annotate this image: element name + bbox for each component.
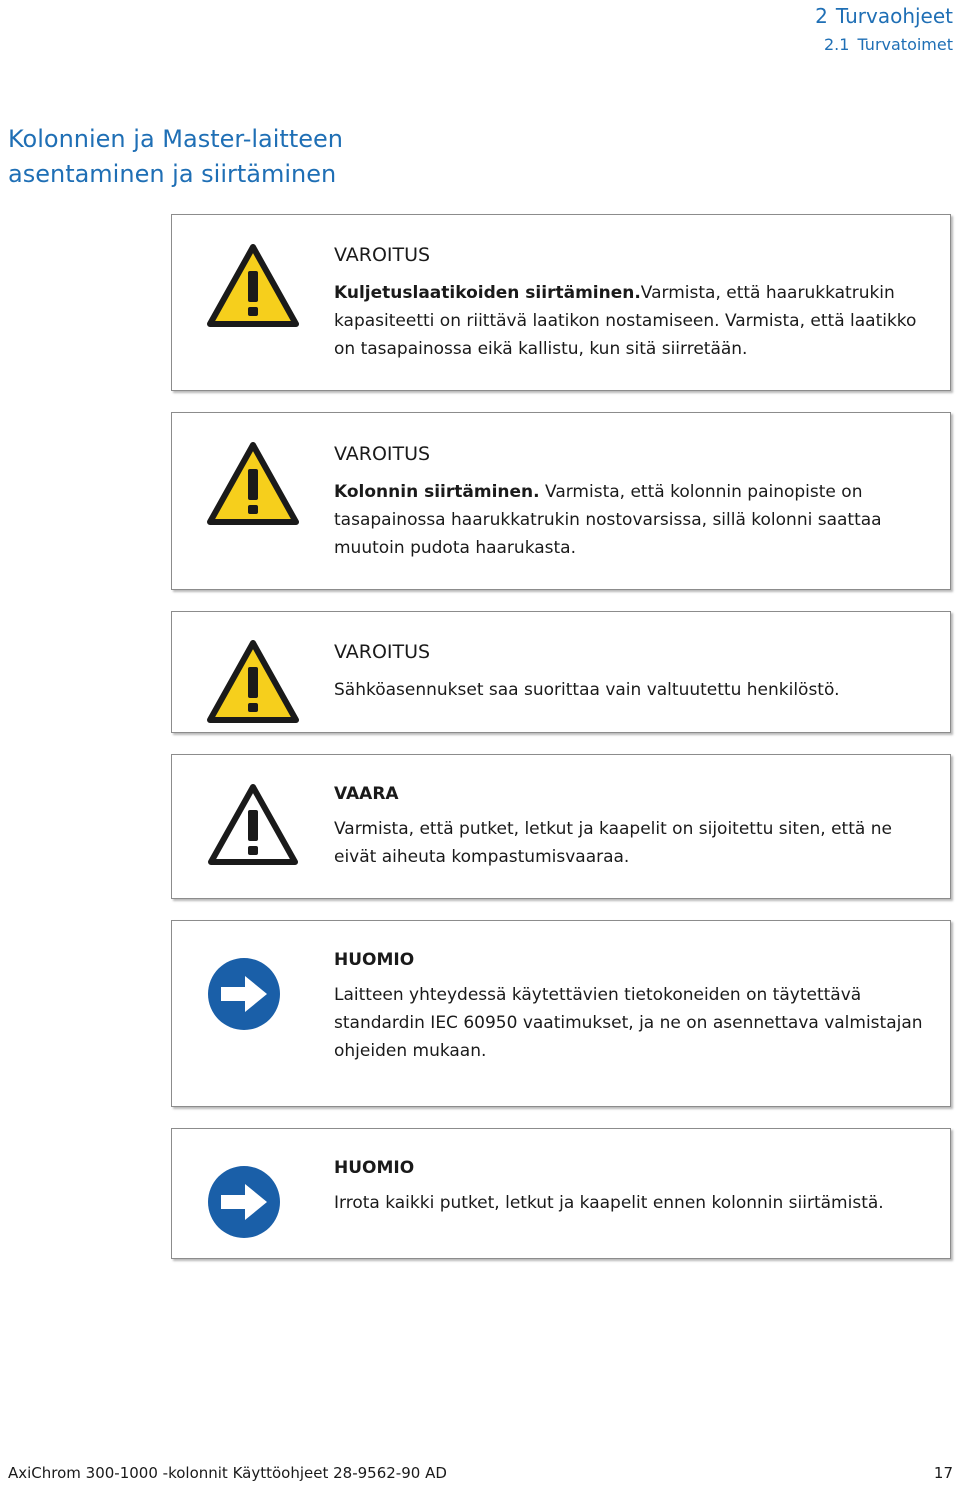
warning-notice-electrical [171, 611, 951, 733]
notice-label: VAROITUS [334, 641, 431, 663]
notice-label: VAROITUS [334, 443, 431, 465]
warning-notice-column-moving [171, 412, 951, 590]
notice-body: Varmista, että haarukkatrukin kapasiteetti on riittävä laatikon nostamiseen. Varmista, että laatikko on tasapainossa eikä kallistu, kun sitä siirretään. [334, 283, 917, 359]
danger-notice-tripping [171, 754, 951, 899]
notice-label: HUOMIO [334, 1158, 415, 1178]
section-number: 2.1 [824, 35, 850, 54]
page-number: 17 [933, 1464, 953, 1482]
notice-text [334, 279, 930, 363]
notice-body: Varmista, että kolonnin painopiste on tasapainossa haarukkatrukin nostovarsissa, sillä kolonni saattaa muutoin pudota haarukasta. [334, 482, 882, 558]
warning-notice-transport-boxes [171, 214, 951, 391]
chapter-number: 2 [815, 4, 828, 28]
danger-triangle-icon [207, 783, 299, 867]
warning-triangle-icon [207, 244, 299, 328]
arrow-right-circle-icon [207, 957, 281, 1031]
section-title: Turvatoimet [857, 35, 953, 54]
notice-lead: Kuljetuslaatikoiden siirtäminen. [334, 283, 641, 303]
notice-body: Varmista, että putket, letkut ja kaapelit on sijoitettu siten, että ne eivät aiheuta kompastumisvaaraa. [334, 819, 892, 867]
notice-label: VAROITUS [334, 244, 431, 266]
warning-triangle-icon [207, 640, 299, 724]
notice-text [334, 478, 930, 562]
notice-body: Laitteen yhteydessä käytettävien tietokoneiden on täytettävä standardin IEC 60950 vaatimukset, ja ne on asennettava valmistajan ohjeiden mukaan. [334, 985, 923, 1061]
caution-notice-computers [171, 920, 951, 1107]
chapter-title: Turvaohjeet [835, 4, 953, 28]
notice-label: HUOMIO [334, 950, 415, 970]
notice-body: Sähköasennukset saa suorittaa vain valtuutettu henkilöstö. [334, 680, 840, 700]
notice-lead: Kolonnin siirtäminen. [334, 482, 540, 502]
arrow-right-circle-icon [207, 1165, 281, 1239]
running-header [815, 2, 953, 58]
warning-triangle-icon [207, 442, 299, 526]
caution-notice-disconnect [171, 1128, 951, 1259]
section-heading [815, 32, 953, 58]
page-title: Kolonnien ja Master-laitteen asentaminen ja siirtäminen [8, 125, 343, 188]
chapter-heading [815, 2, 953, 30]
notice-body: Irrota kaikki putket, letkut ja kaapelit ennen kolonnin siirtämistä. [334, 1193, 884, 1213]
footer-document-title: AxiChrom 300-1000 -kolonnit Käyttöohjeet 28-9562-90 AD [8, 1464, 447, 1482]
notice-label: VAARA [334, 784, 399, 804]
